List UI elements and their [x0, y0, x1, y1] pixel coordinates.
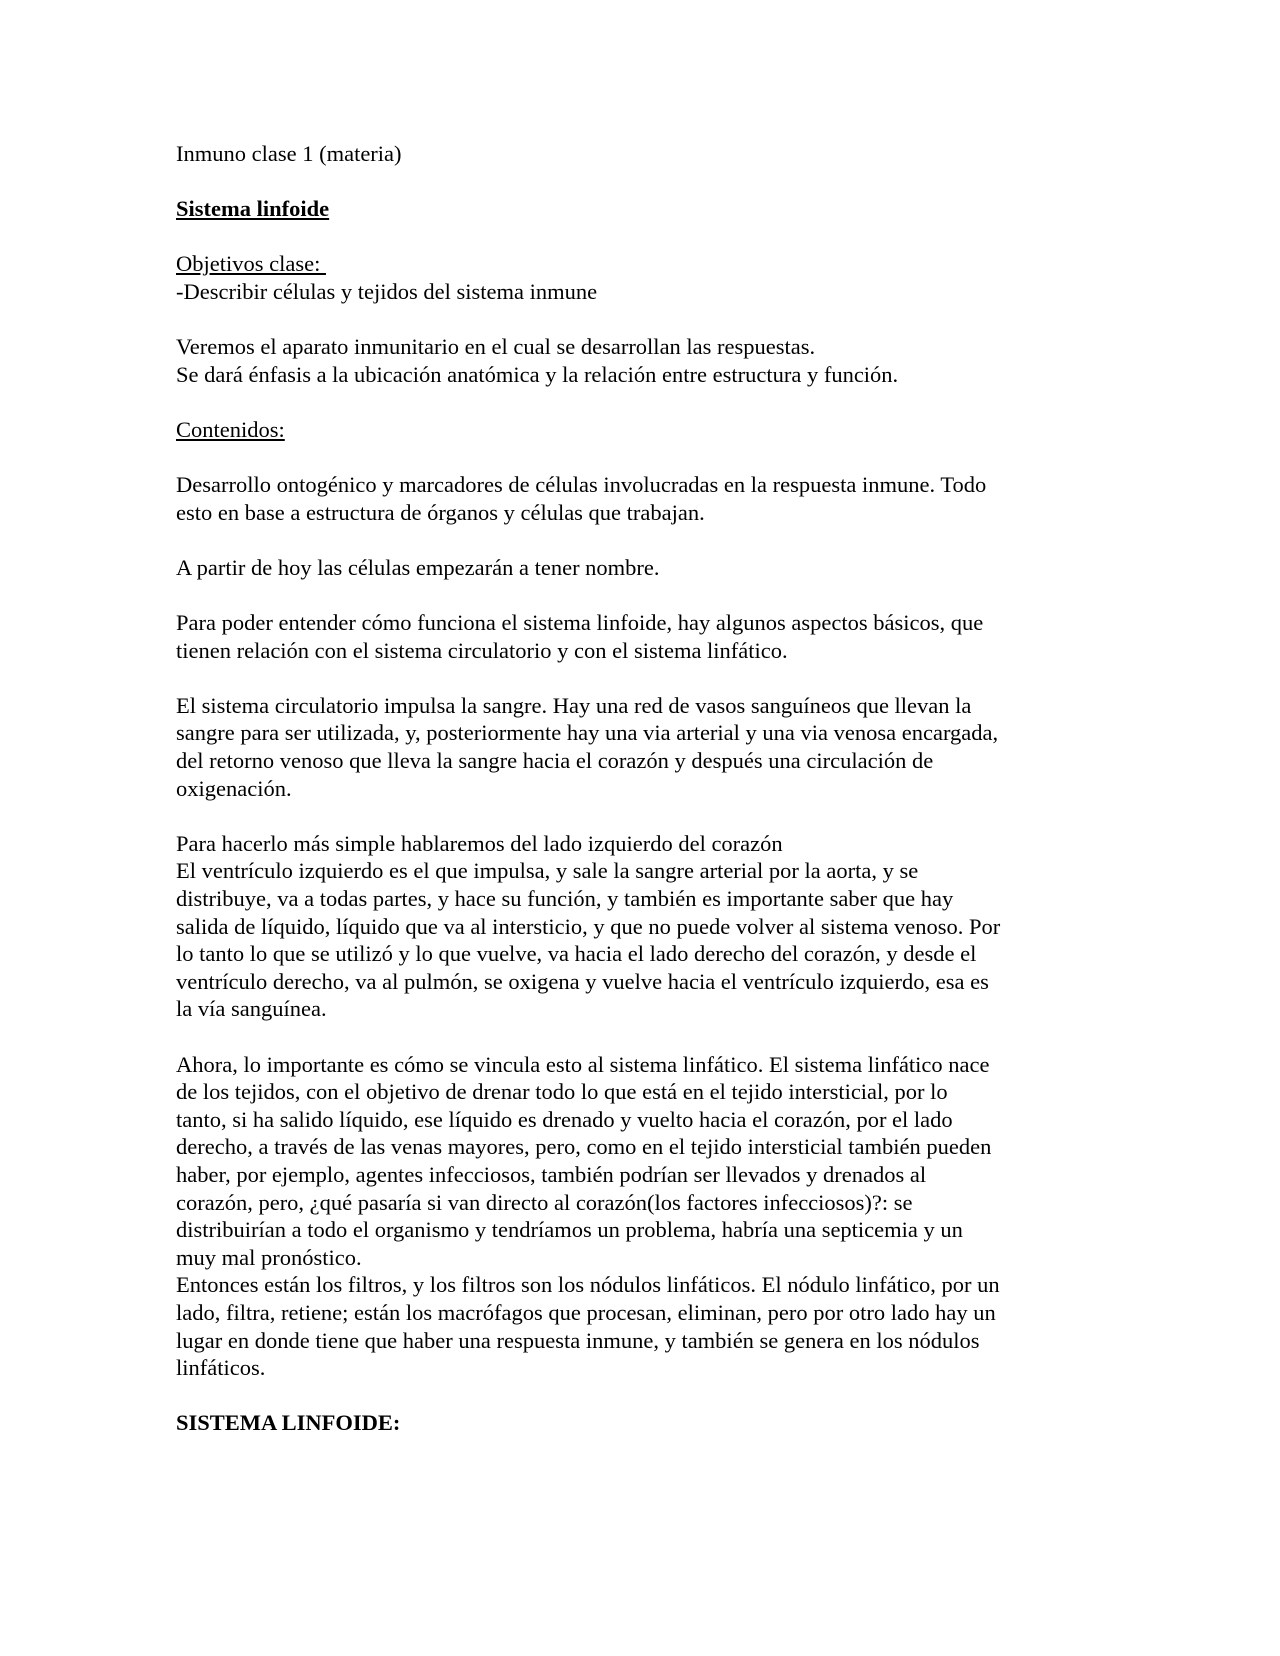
paragraph-line: sangre para ser utilizada, y, posteriormente hay una via arterial y una via venosa encargada, [176, 720, 999, 746]
paragraph-line: esto en base a estructura de órganos y células que trabajan. [176, 499, 705, 525]
paragraph-line: corazón, pero, ¿qué pasaría si van directo al corazón(los factores infecciosos)?: se [176, 1189, 913, 1215]
paragraph-line: salida de líquido, líquido que va al intersticio, y que no puede volver al sistema venoso. Por [176, 913, 1001, 939]
paragraph-line: Desarrollo ontogénico y marcadores de células involucradas en la respuesta inmune. Todo [176, 472, 987, 498]
paragraph-line: haber, por ejemplo, agentes infecciosos, también podrían ser llevados y drenados al [176, 1161, 927, 1187]
objetivos-heading: Objetivos clase: [176, 251, 326, 277]
paragraph-simple [176, 830, 1106, 1023]
document-title [176, 140, 1106, 168]
objetivos-item: -Describir células y tejidos del sistema inmune [176, 278, 598, 304]
paragraph-line: derecho, a través de las venas mayores, pero, como en el tejido intersticial también pueden [176, 1134, 992, 1160]
paragraph-line: muy mal pronóstico. [176, 1244, 362, 1270]
paragraph-line: linfáticos. [176, 1355, 266, 1381]
paragraph-line: Se dará énfasis a la ubicación anatómica y la relación entre estructura y función. [176, 361, 899, 387]
paragraph-entender [176, 609, 1106, 664]
paragraph-line: El ventrículo izquierdo es el que impulsa, y sale la sangre arterial por la aorta, y se [176, 858, 919, 884]
paragraph-line: distribuirían a todo el organismo y tendríamos un problema, habría una septicemia y un [176, 1217, 963, 1243]
paragraph-line: la vía sanguínea. [176, 996, 327, 1022]
paragraph-circulatorio [176, 692, 1106, 802]
paragraph-line: lugar en donde tiene que haber una respuesta inmune, y también se genera en los nódulos [176, 1327, 980, 1353]
paragraph-line: ventrículo derecho, va al pulmón, se oxigena y vuelve hacia el ventrículo izquierdo, esa es [176, 968, 989, 994]
section-heading-sistema-linfoide [176, 1409, 1106, 1437]
section-heading-text: SISTEMA LINFOIDE: [176, 1410, 401, 1436]
document-page [176, 140, 1106, 1465]
paragraph-line: oxigenación. [176, 775, 292, 801]
paragraph-desarrollo [176, 471, 1106, 526]
section-title-text: Sistema linfoide [176, 196, 330, 222]
contenidos-heading [176, 416, 1106, 444]
paragraph-line: Para hacerlo más simple hablaremos del lado izquierdo del corazón [176, 830, 783, 856]
paragraph-line: lado, filtra, retiene; están los macrófagos que procesan, eliminan, pero por otro lado hay un [176, 1299, 996, 1325]
paragraph-line: tanto, si ha salido líquido, ese líquido es drenado y vuelto hacia el corazón, por el lado [176, 1106, 953, 1132]
paragraph-line: del retorno venoso que lleva la sangre hacia el corazón y después una circulación de [176, 748, 934, 774]
paragraph-line: Ahora, lo importante es cómo se vincula esto al sistema linfático. El sistema linfático nace [176, 1051, 990, 1077]
intro-paragraph [176, 333, 1106, 388]
paragraph-line: tienen relación con el sistema circulatorio y con el sistema linfático. [176, 637, 788, 663]
paragraph-line: lo tanto lo que se utilizó y lo que vuelve, va hacia el lado derecho del corazón, y desde el [176, 941, 977, 967]
paragraph-line: Entonces están los filtros, y los filtros son los nódulos linfáticos. El nódulo linfático, por un [176, 1272, 1000, 1298]
paragraph-ahora [176, 1051, 1106, 1272]
paragraph-line: distribuye, va a todas partes, y hace su función, y también es importante saber que hay [176, 886, 954, 912]
paragraph-line: El sistema circulatorio impulsa la sangre. Hay una red de vasos sanguíneos que llevan la [176, 692, 972, 718]
section-title-sistema-linfoide [176, 195, 1106, 223]
objetivos-block [176, 250, 1106, 305]
paragraph-line: Veremos el aparato inmunitario en el cual se desarrollan las respuestas. [176, 334, 816, 360]
paragraph-filtros [176, 1271, 1106, 1381]
paragraph-line: Para poder entender cómo funciona el sistema linfoide, hay algunos aspectos básicos, que [176, 610, 984, 636]
contenidos-heading-text: Contenidos: [176, 416, 285, 442]
paragraph-line: A partir de hoy las células empezarán a tener nombre. [176, 554, 660, 580]
document-title-text: Inmuno clase 1 (materia) [176, 141, 402, 166]
paragraph-nombre [176, 554, 1106, 582]
paragraph-line: de los tejidos, con el objetivo de drenar todo lo que está en el tejido intersticial, por lo [176, 1079, 948, 1105]
